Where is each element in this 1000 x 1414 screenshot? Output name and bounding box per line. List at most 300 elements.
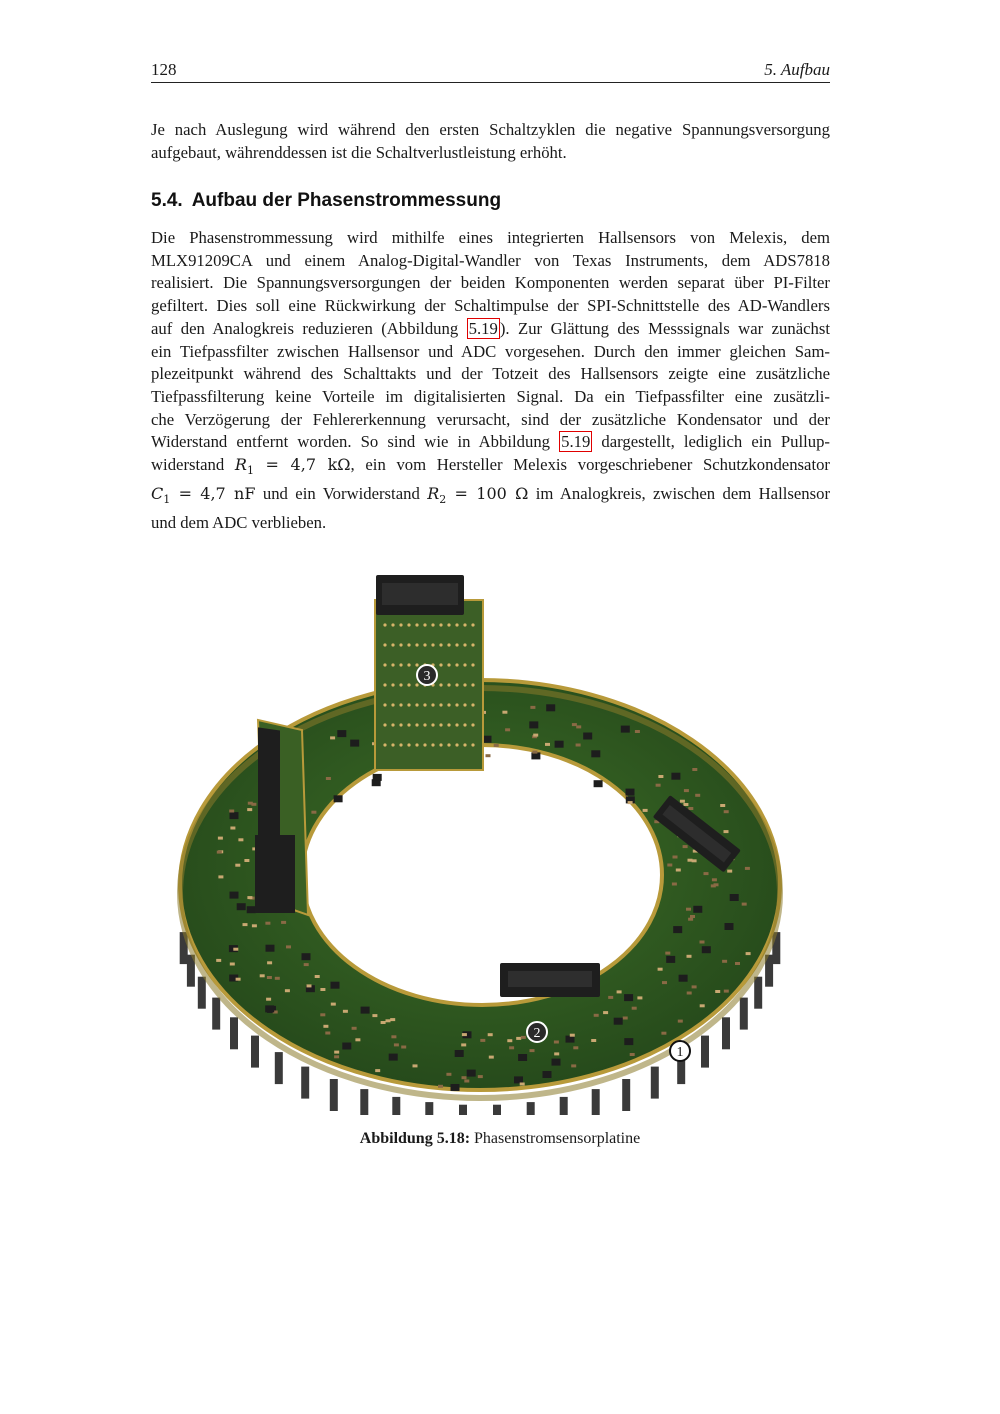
smd-component bbox=[502, 711, 507, 714]
board-pad bbox=[383, 743, 386, 746]
smd-component bbox=[325, 1032, 330, 1035]
board-pad bbox=[407, 643, 410, 646]
smd-component bbox=[711, 884, 716, 887]
board-pad bbox=[391, 723, 394, 726]
smd-component bbox=[266, 945, 275, 952]
smd-component bbox=[391, 1035, 396, 1038]
board-pad bbox=[463, 643, 466, 646]
smd-component bbox=[342, 1043, 351, 1050]
smd-component bbox=[594, 1014, 599, 1017]
smd-component bbox=[216, 959, 221, 962]
board-pad bbox=[391, 663, 394, 666]
header-pin bbox=[722, 1017, 730, 1049]
section-heading bbox=[151, 190, 501, 212]
board-pad bbox=[455, 643, 458, 646]
board-pad bbox=[455, 743, 458, 746]
board-pad bbox=[463, 683, 466, 686]
smd-component bbox=[462, 1033, 467, 1036]
text-run: im Analogkreis, zwischen dem Hallsensor bbox=[528, 483, 831, 503]
smd-component bbox=[692, 985, 697, 988]
smd-component bbox=[320, 1013, 325, 1016]
smd-component bbox=[722, 960, 727, 963]
smd-component bbox=[617, 990, 622, 993]
board-pad bbox=[399, 703, 402, 706]
smd-component bbox=[352, 1027, 357, 1030]
smd-component bbox=[235, 864, 240, 867]
smd-component bbox=[343, 1010, 348, 1013]
section-title: Aufbau der Phasenstrommessung bbox=[191, 190, 502, 211]
smd-component bbox=[679, 975, 688, 982]
smd-component bbox=[702, 946, 711, 953]
board-pad bbox=[391, 703, 394, 706]
smd-component bbox=[507, 1039, 512, 1042]
smd-component bbox=[554, 1052, 559, 1055]
math-symbol: C bbox=[151, 483, 164, 503]
smd-component bbox=[530, 706, 535, 709]
figure-pcb-photo bbox=[170, 555, 830, 1115]
board-pad bbox=[447, 643, 450, 646]
math-symbol: R bbox=[234, 455, 247, 475]
smd-component bbox=[683, 803, 688, 806]
header-pin bbox=[275, 1052, 283, 1084]
smd-component bbox=[320, 988, 325, 991]
smd-component bbox=[462, 1076, 467, 1079]
board-pad bbox=[463, 743, 466, 746]
board-pad bbox=[439, 683, 442, 686]
smd-component bbox=[265, 1005, 274, 1012]
smd-component bbox=[724, 830, 729, 833]
smd-component bbox=[478, 1075, 483, 1078]
math-subscript: 1 bbox=[246, 464, 254, 478]
body-line: Die Phasenstrommessung wird mithilfe eines integrierten Hallsensors von Melexis, dem bbox=[151, 228, 830, 247]
math-value: = 100 Ω bbox=[446, 483, 529, 503]
header-pin bbox=[651, 1067, 659, 1099]
smd-component bbox=[720, 804, 725, 807]
smd-component bbox=[375, 1069, 380, 1072]
smd-component bbox=[676, 869, 681, 872]
smd-component bbox=[555, 741, 564, 748]
smd-component bbox=[285, 989, 290, 992]
smd-component bbox=[632, 1007, 637, 1010]
board-pad bbox=[407, 683, 410, 686]
smd-component bbox=[326, 777, 331, 780]
caption-label: Abbildung 5.18: bbox=[359, 1130, 471, 1147]
smd-component bbox=[628, 801, 633, 804]
smd-component bbox=[455, 1050, 464, 1057]
smd-component bbox=[350, 740, 359, 747]
board-pad bbox=[471, 683, 474, 686]
board-pad bbox=[471, 623, 474, 626]
smd-component bbox=[331, 982, 340, 989]
body-line: che Verzögerung der Fehlererkennung verursacht, sind der zusätzliche Kondensator und der bbox=[151, 409, 830, 429]
smd-component bbox=[238, 838, 243, 841]
smd-component bbox=[218, 875, 223, 878]
smd-component bbox=[727, 870, 732, 873]
smd-component bbox=[265, 922, 270, 925]
board-pad bbox=[447, 683, 450, 686]
board-pad bbox=[407, 743, 410, 746]
board-pad bbox=[455, 663, 458, 666]
board-pad bbox=[447, 703, 450, 706]
header-pin bbox=[392, 1097, 400, 1115]
marker-label: 1 bbox=[676, 1045, 684, 1060]
board-pad bbox=[399, 663, 402, 666]
body-line: gefiltert. Dies soll eine Rückwirkung der Schaltimpulse der SPI-Schnittstelle des AD-Wandlers bbox=[151, 296, 830, 316]
smd-component bbox=[372, 1014, 377, 1017]
smd-component bbox=[700, 941, 705, 944]
smd-component bbox=[230, 892, 239, 899]
board-pad bbox=[471, 723, 474, 726]
body-line bbox=[151, 483, 830, 512]
smd-component bbox=[401, 1046, 406, 1049]
header-pin bbox=[592, 1089, 600, 1115]
smd-component bbox=[389, 1054, 398, 1061]
smd-component bbox=[583, 733, 592, 740]
smd-component bbox=[678, 1020, 683, 1023]
board-pad bbox=[415, 683, 418, 686]
board-pad bbox=[431, 643, 434, 646]
smd-component bbox=[643, 809, 648, 812]
smd-component bbox=[637, 996, 642, 999]
smd-component bbox=[658, 775, 663, 778]
smd-component bbox=[302, 953, 311, 960]
smd-component bbox=[673, 926, 682, 933]
board-pad bbox=[447, 743, 450, 746]
text-run: , ein vom Hersteller Melexis vorgeschriebener Schutzkondensator bbox=[350, 455, 830, 475]
smd-component bbox=[570, 1034, 575, 1037]
board-pad bbox=[447, 663, 450, 666]
header-pin bbox=[560, 1097, 568, 1115]
smd-component bbox=[355, 1038, 360, 1041]
math-c1 bbox=[151, 483, 256, 507]
board-pad bbox=[383, 663, 386, 666]
header-pin bbox=[330, 1079, 338, 1111]
header-pin bbox=[754, 977, 762, 1009]
smd-component bbox=[576, 744, 581, 747]
smd-component bbox=[552, 1059, 561, 1066]
caption-text: Phasenstromsensorplatine bbox=[470, 1130, 641, 1147]
board-pad bbox=[439, 663, 442, 666]
board-pad bbox=[463, 663, 466, 666]
smd-component bbox=[267, 976, 272, 979]
smd-component bbox=[666, 956, 675, 963]
board-pad bbox=[399, 723, 402, 726]
board-pad bbox=[455, 623, 458, 626]
board-pad bbox=[399, 683, 402, 686]
math-value: = 4,7 nF bbox=[170, 483, 256, 503]
smd-component bbox=[693, 906, 702, 913]
smd-component bbox=[467, 1070, 476, 1077]
smd-component bbox=[521, 1036, 526, 1039]
smd-component bbox=[624, 994, 633, 1001]
smd-component bbox=[488, 1033, 493, 1036]
header-pin bbox=[493, 1105, 501, 1115]
header-pin bbox=[740, 998, 748, 1030]
smd-component bbox=[687, 992, 692, 995]
smd-component bbox=[700, 1004, 705, 1007]
header-pin bbox=[459, 1105, 467, 1115]
body-line: Tiefpassfilterung keine Vorteile im digitalisierten Signal. Da ein Tiefpassfilter eine zusätzli- bbox=[151, 386, 830, 406]
smd-component bbox=[390, 1018, 395, 1021]
smd-component bbox=[307, 984, 312, 987]
smd-component bbox=[323, 1025, 328, 1028]
board-pad bbox=[447, 623, 450, 626]
body-line: plezeitpunkt während des Schalttakts und der Totzeit des Hallsensors zeigte eine zusätzliche bbox=[151, 364, 830, 384]
smd-component bbox=[621, 726, 630, 733]
board-pad bbox=[471, 703, 474, 706]
smd-component bbox=[461, 1043, 466, 1046]
board-pad bbox=[431, 703, 434, 706]
figure-caption bbox=[0, 1130, 1000, 1148]
smd-component bbox=[603, 1011, 608, 1014]
board-pad bbox=[431, 623, 434, 626]
board-pad bbox=[383, 643, 386, 646]
board-pad bbox=[383, 703, 386, 706]
body-line: und dem ADC verblieben. bbox=[151, 512, 327, 532]
math-subscript: 1 bbox=[163, 493, 171, 507]
smd-component bbox=[672, 883, 677, 886]
marker-2 bbox=[527, 1022, 547, 1042]
board-pad bbox=[407, 623, 410, 626]
smd-component bbox=[576, 725, 581, 728]
smd-component bbox=[311, 811, 316, 814]
body-line: realisiert. Die Spannungsversorgungen der beiden Komponenten werden separat über PI-Filter bbox=[151, 273, 830, 293]
smd-component bbox=[683, 845, 688, 848]
smd-component bbox=[217, 851, 222, 854]
smd-component bbox=[626, 789, 635, 796]
smd-component bbox=[667, 864, 672, 867]
board-pad bbox=[455, 703, 458, 706]
smd-component bbox=[688, 859, 693, 862]
smd-component bbox=[630, 1053, 635, 1056]
smd-component bbox=[684, 789, 689, 792]
header-pin bbox=[301, 1067, 309, 1099]
smd-component bbox=[591, 750, 600, 757]
board-pad bbox=[399, 743, 402, 746]
smd-component bbox=[236, 978, 241, 981]
board-pad bbox=[471, 643, 474, 646]
figure-reference-link[interactable]: 5.19 bbox=[561, 432, 591, 452]
smd-component bbox=[688, 807, 693, 810]
board-pad bbox=[399, 623, 402, 626]
smd-component bbox=[480, 1039, 485, 1042]
smd-component bbox=[337, 730, 346, 737]
smd-component bbox=[286, 945, 291, 948]
smd-component bbox=[746, 952, 751, 955]
board-pad bbox=[455, 683, 458, 686]
board-pad bbox=[455, 723, 458, 726]
smd-component bbox=[489, 1056, 494, 1059]
board-pad bbox=[407, 663, 410, 666]
text-run: auf den Analogkreis reduzieren (Abbildung bbox=[151, 318, 467, 338]
body-line bbox=[151, 431, 830, 454]
smd-component bbox=[571, 1064, 576, 1067]
smd-component bbox=[545, 743, 550, 746]
smd-component bbox=[230, 812, 239, 819]
board-pad bbox=[471, 743, 474, 746]
smd-component bbox=[730, 894, 739, 901]
left-plug-board bbox=[255, 720, 308, 915]
smd-component bbox=[267, 961, 272, 964]
smd-component bbox=[686, 908, 691, 911]
smd-component bbox=[252, 924, 257, 927]
board-pad bbox=[391, 643, 394, 646]
smd-component bbox=[237, 903, 246, 910]
smd-component bbox=[373, 774, 382, 781]
smd-component bbox=[315, 975, 320, 978]
smd-component bbox=[690, 915, 695, 918]
smd-component bbox=[381, 1021, 386, 1024]
board-pad bbox=[423, 643, 426, 646]
smd-component bbox=[724, 990, 729, 993]
intro-line: Je nach Auslegung wird während den ersten Schaltzyklen die negative Spannungsversorgung bbox=[151, 120, 830, 139]
board-pad bbox=[383, 623, 386, 626]
header-pin bbox=[622, 1079, 630, 1111]
smd-component bbox=[692, 768, 697, 771]
header-pin bbox=[527, 1102, 535, 1115]
smd-component bbox=[529, 721, 538, 728]
body-line bbox=[151, 454, 830, 483]
smd-component bbox=[742, 903, 747, 906]
board-pad bbox=[431, 723, 434, 726]
smd-component bbox=[331, 1003, 336, 1006]
smd-component bbox=[334, 1055, 339, 1058]
board-pad bbox=[391, 683, 394, 686]
math-r2 bbox=[427, 483, 529, 507]
section-number: 5.4. bbox=[151, 190, 183, 211]
intro-line: aufgebaut, währenddessen ist die Schaltverlustleistung erhöht. bbox=[151, 142, 567, 162]
page-number: 128 bbox=[151, 60, 177, 79]
smd-component bbox=[688, 918, 693, 921]
board-pad bbox=[463, 703, 466, 706]
smd-component bbox=[233, 948, 238, 951]
smd-component bbox=[244, 859, 249, 862]
smd-component bbox=[486, 754, 491, 757]
smd-component bbox=[665, 952, 670, 955]
smd-component bbox=[304, 963, 309, 966]
smd-component bbox=[680, 800, 685, 803]
smd-component bbox=[658, 968, 663, 971]
board-pad bbox=[423, 723, 426, 726]
smd-component bbox=[514, 1076, 523, 1083]
board-pad bbox=[391, 623, 394, 626]
marker-label: 3 bbox=[423, 669, 431, 684]
smd-component bbox=[275, 977, 280, 980]
board-pad bbox=[447, 723, 450, 726]
header-pin bbox=[198, 977, 206, 1009]
smd-component bbox=[735, 962, 740, 965]
smd-component bbox=[572, 723, 577, 726]
smd-component bbox=[413, 1064, 418, 1067]
smd-component bbox=[554, 1041, 559, 1044]
board-pad bbox=[463, 723, 466, 726]
smd-component bbox=[518, 1054, 527, 1061]
board-pad bbox=[423, 623, 426, 626]
connector-bottom bbox=[500, 963, 600, 997]
text-run: widerstand bbox=[151, 455, 235, 475]
smd-component bbox=[623, 1017, 628, 1020]
math-value: = 4,7 kΩ bbox=[253, 455, 351, 475]
running-header bbox=[151, 60, 830, 83]
board-pad bbox=[383, 683, 386, 686]
smd-component bbox=[248, 802, 253, 805]
smd-component bbox=[218, 837, 223, 840]
smd-component bbox=[704, 872, 709, 875]
smd-component bbox=[446, 1073, 451, 1076]
smd-component bbox=[591, 1039, 596, 1042]
smd-component bbox=[334, 1051, 339, 1054]
header-pin bbox=[230, 1017, 238, 1049]
board-pad bbox=[439, 623, 442, 626]
smd-component bbox=[594, 780, 603, 787]
smd-component bbox=[745, 867, 750, 870]
board-pad bbox=[439, 743, 442, 746]
board-pad bbox=[407, 703, 410, 706]
board-pad bbox=[431, 743, 434, 746]
smd-component bbox=[505, 728, 510, 731]
text-run: und ein Vorwiderstand bbox=[255, 483, 428, 503]
smd-component bbox=[673, 856, 678, 859]
math-symbol: R bbox=[427, 483, 440, 503]
board-pad bbox=[439, 703, 442, 706]
smd-component bbox=[451, 1084, 460, 1091]
smd-component bbox=[635, 730, 640, 733]
board-pad bbox=[439, 643, 442, 646]
smd-component bbox=[661, 1032, 666, 1035]
board-pad bbox=[415, 703, 418, 706]
header-pin bbox=[425, 1102, 433, 1115]
smd-component bbox=[624, 1038, 633, 1045]
pcb-ring-illustration bbox=[170, 555, 830, 1115]
smd-component bbox=[614, 1018, 623, 1025]
smd-component bbox=[247, 896, 252, 899]
body-line: MLX91209CA und einem Analog-Digital-Wandler von Texas Instruments, dem ADS7818 bbox=[151, 250, 830, 270]
smd-component bbox=[438, 1085, 443, 1088]
body-paragraph bbox=[151, 227, 830, 535]
board-pad bbox=[383, 723, 386, 726]
board-pad bbox=[399, 643, 402, 646]
smd-component bbox=[532, 751, 537, 754]
smd-component bbox=[330, 736, 335, 739]
smd-component bbox=[247, 808, 252, 811]
smd-component bbox=[361, 1007, 370, 1014]
text-run: ). Zur Glättung des Messsignals war zunächst bbox=[499, 318, 830, 338]
smd-component bbox=[247, 906, 256, 913]
board-pad bbox=[415, 663, 418, 666]
smd-component bbox=[671, 773, 680, 780]
smd-component bbox=[662, 981, 667, 984]
board-pad bbox=[423, 703, 426, 706]
smd-component bbox=[260, 974, 265, 977]
smd-component bbox=[334, 795, 343, 802]
body-line: ein Tiefpassfilter zwischen Hallsensor und ADC vorgesehen. Durch den immer gleichen Sam- bbox=[151, 341, 830, 361]
board-pad bbox=[391, 743, 394, 746]
math-r1 bbox=[234, 455, 351, 478]
math-subscript: 2 bbox=[439, 493, 447, 507]
smd-component bbox=[712, 878, 717, 881]
smd-component bbox=[546, 704, 555, 711]
smd-component bbox=[533, 734, 538, 737]
smd-component bbox=[687, 955, 692, 958]
smd-component bbox=[516, 1037, 521, 1040]
smd-component bbox=[725, 923, 734, 930]
figure-reference-link[interactable]: 5.19 bbox=[468, 318, 498, 338]
smd-component bbox=[386, 1019, 391, 1022]
board-pad bbox=[423, 743, 426, 746]
smd-component bbox=[494, 744, 499, 747]
smd-component bbox=[520, 1083, 525, 1086]
smd-component bbox=[394, 1043, 399, 1046]
